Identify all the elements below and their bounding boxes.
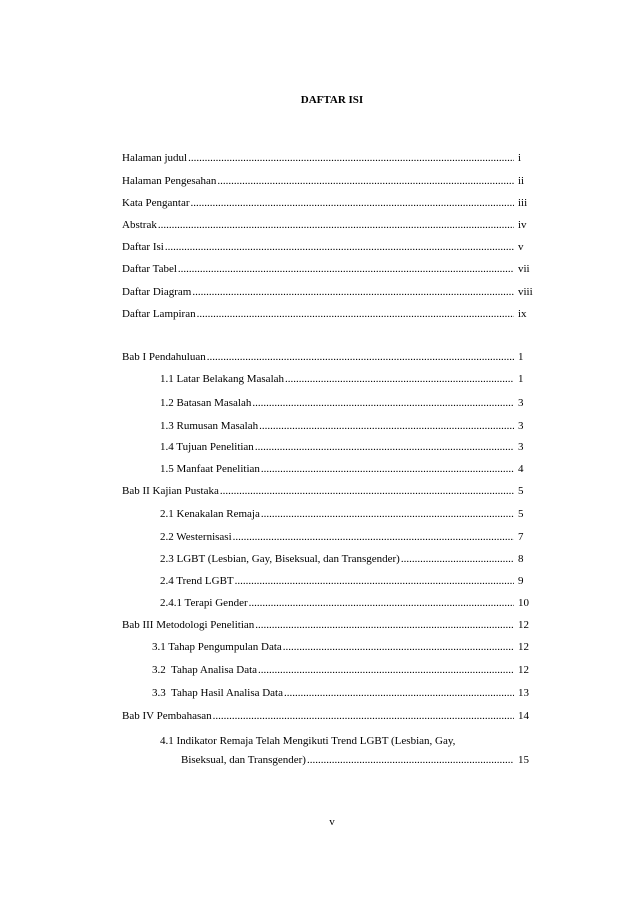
toc-entry-3-2[interactable] <box>152 663 534 677</box>
toc-entry-3-3[interactable] <box>152 686 534 700</box>
toc-entry-2-4-1[interactable] <box>160 596 534 610</box>
toc-entry-page: i <box>518 152 522 164</box>
toc-entry-page: viii <box>518 286 533 298</box>
toc-entry-1-4[interactable] <box>160 440 534 454</box>
toc-entry-page: 1 <box>518 373 524 385</box>
toc-entry-label: 4.1 Indikator Remaja Telah Mengikuti Trend LGBT (Lesbian, Gay, <box>160 735 456 747</box>
toc-entry-kata-pengantar[interactable] <box>122 196 534 210</box>
toc-entry-bab-3[interactable] <box>122 618 534 632</box>
toc-entry-label: Biseksual, dan Transgender) <box>181 754 306 766</box>
toc-entry-page: vii <box>518 263 530 275</box>
toc-entry-label: Bab II Kajian Pustaka <box>122 485 219 497</box>
toc-entry-daftar-diagram[interactable] <box>122 285 534 299</box>
page-number: v <box>329 816 335 828</box>
toc-entry-label: 2.4.1 Terapi Gender <box>160 597 248 609</box>
toc-entry-page: iv <box>518 219 527 231</box>
toc-entry-label: Abstrak <box>122 219 157 231</box>
dot-leader <box>192 285 514 299</box>
toc-entry-page: 3 <box>518 420 524 432</box>
dot-leader <box>284 686 514 700</box>
dot-leader <box>283 640 514 654</box>
toc-entry-page: 14 <box>518 710 529 722</box>
dot-leader <box>252 396 514 410</box>
toc-entry-4-1-line-2[interactable] <box>181 753 534 767</box>
toc-entry-page: v <box>518 241 524 253</box>
toc-entry-page: ii <box>518 175 525 187</box>
dot-leader <box>307 753 514 767</box>
toc-entry-2-3[interactable] <box>160 552 534 566</box>
toc-entry-page: 5 <box>518 508 524 520</box>
toc-entry-label: Daftar Diagram <box>122 286 192 298</box>
toc-entry-label: 2.1 Kenakalan Remaja <box>160 508 260 520</box>
toc-entry-label: Daftar Lampiran <box>122 308 196 320</box>
dot-leader <box>207 350 514 364</box>
toc-entry-page: 1 <box>518 351 524 363</box>
toc-entry-label: Bab I Pendahuluan <box>122 351 206 363</box>
toc-entry-daftar-lampiran[interactable] <box>122 307 534 321</box>
dot-leader <box>217 174 514 188</box>
dot-leader <box>233 530 514 544</box>
toc-entry-bab-2[interactable] <box>122 484 534 498</box>
toc-entry-3-1[interactable] <box>152 640 534 654</box>
dot-leader <box>188 151 514 165</box>
toc-entry-1-1[interactable] <box>160 372 534 386</box>
toc-entry-page: 4 <box>518 463 524 475</box>
toc-entry-label: 3.3 Tahap Hasil Analisa Data <box>152 687 283 699</box>
toc-entry-page: 10 <box>518 597 529 609</box>
toc-entry-page: ix <box>518 308 527 320</box>
toc-entry-bab-1[interactable] <box>122 350 534 364</box>
toc-entry-label: Kata Pengantar <box>122 197 190 209</box>
dot-leader <box>255 440 514 454</box>
toc-entry-1-5[interactable] <box>160 462 534 476</box>
dot-leader <box>178 262 514 276</box>
toc-entry-2-4[interactable] <box>160 574 534 588</box>
toc-entry-page: 13 <box>518 687 529 699</box>
toc-entry-label: 2.2 Westernisasi <box>160 531 232 543</box>
toc-entry-label: 2.3 LGBT (Lesbian, Gay, Biseksual, dan Transgender) <box>160 553 400 565</box>
dot-leader <box>261 462 514 476</box>
toc-entry-page: 8 <box>518 553 524 565</box>
toc-entry-abstrak[interactable] <box>122 218 534 232</box>
dot-leader <box>259 419 514 433</box>
toc-entry-label: Halaman Pengesahan <box>122 175 217 187</box>
dot-leader <box>401 552 514 566</box>
toc-entry-2-2[interactable] <box>160 530 534 544</box>
toc-entry-halaman-judul[interactable] <box>122 151 534 165</box>
toc-entry-label: Halaman judul <box>122 152 188 164</box>
toc-entry-label: 3.2 Tahap Analisa Data <box>152 664 258 676</box>
dot-leader <box>261 507 514 521</box>
toc-entry-label: 1.2 Batasan Masalah <box>160 397 252 409</box>
toc-entry-page: 3 <box>518 441 524 453</box>
toc-entry-label: 1.4 Tujuan Penelitian <box>160 441 254 453</box>
toc-entry-page: 5 <box>518 485 524 497</box>
toc-entry-daftar-tabel[interactable] <box>122 262 534 276</box>
dot-leader <box>249 596 514 610</box>
toc-entry-label: Daftar Isi <box>122 241 164 253</box>
toc-entry-label: 1.5 Manfaat Penelitian <box>160 463 260 475</box>
dot-leader <box>285 372 514 386</box>
toc-entry-page: 12 <box>518 619 529 631</box>
toc-entry-halaman-pengesahan[interactable] <box>122 174 534 188</box>
dot-leader <box>258 663 514 677</box>
toc-entry-label: Daftar Tabel <box>122 263 177 275</box>
toc-entry-bab-4[interactable] <box>122 709 534 723</box>
dot-leader <box>158 218 514 232</box>
toc-entry-page: iii <box>518 197 528 209</box>
toc-entry-label: 1.1 Latar Belakang Masalah <box>160 373 285 385</box>
dot-leader <box>213 709 514 723</box>
toc-entry-label: 1.3 Rumusan Masalah <box>160 420 259 432</box>
dot-leader <box>235 574 514 588</box>
page-title: DAFTAR ISI <box>300 94 364 106</box>
toc-entry-daftar-isi[interactable] <box>122 240 534 254</box>
toc-entry-label: Bab III Metodologi Penelitian <box>122 619 255 631</box>
toc-entry-page: 12 <box>518 664 529 676</box>
toc-entry-page: 3 <box>518 397 524 409</box>
dot-leader <box>255 618 514 632</box>
toc-entry-label: Bab IV Pembahasan <box>122 710 212 722</box>
toc-entry-page: 15 <box>518 754 529 766</box>
toc-entry-4-1-line-1[interactable] <box>160 734 534 748</box>
dot-leader <box>191 196 515 210</box>
toc-entry-page: 9 <box>518 575 524 587</box>
toc-entry-1-2[interactable] <box>160 396 534 410</box>
toc-entry-2-1[interactable] <box>160 507 534 521</box>
toc-entry-label: 2.4 Trend LGBT <box>160 575 234 587</box>
toc-entry-page: 7 <box>518 531 524 543</box>
toc-entry-page: 12 <box>518 641 529 653</box>
dot-leader <box>165 240 514 254</box>
toc-entry-label: 3.1 Tahap Pengumpulan Data <box>152 641 282 653</box>
dot-leader <box>220 484 514 498</box>
dot-leader <box>197 307 514 321</box>
toc-entry-1-3[interactable] <box>160 419 534 433</box>
